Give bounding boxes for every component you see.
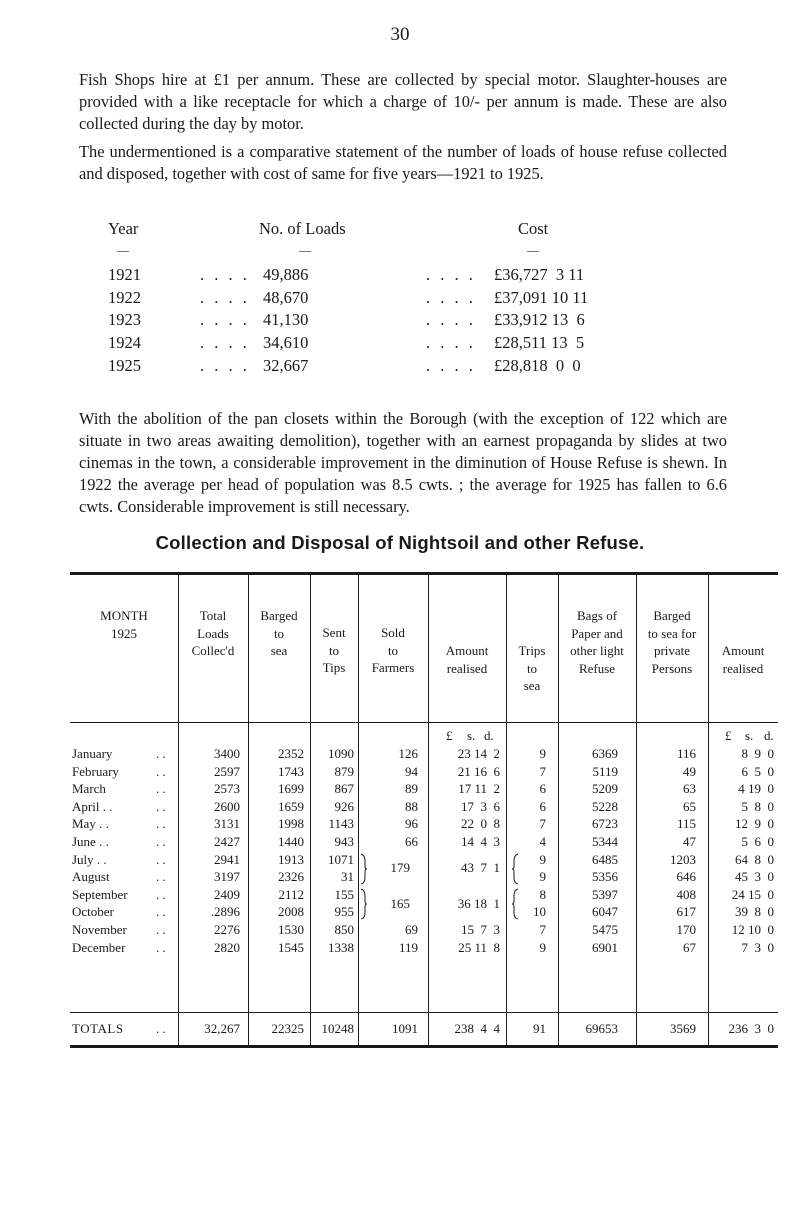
totals-loads: 32,267 [204, 1021, 240, 1036]
amount-realised-value: 22 0 8 [461, 816, 500, 832]
amount-realised-private-header: Amount realised [721, 643, 765, 676]
bags-value: 6901 [592, 939, 618, 955]
total-loads-value: 3400 [214, 746, 240, 761]
barged-value: 1545 [278, 939, 304, 955]
bags-value: 6485 [592, 851, 618, 867]
lsd-subheader: d. [484, 728, 494, 743]
total-loads-value: 3197 [214, 869, 240, 885]
barged-value: 1699 [278, 781, 304, 797]
month-label: November [72, 922, 127, 937]
cost-header: Cost [518, 219, 549, 238]
tips-value: 31 [341, 869, 354, 885]
leader-dots: . . [156, 746, 166, 761]
comparison-loads: 48,670 [263, 287, 309, 307]
total-loads-value: 2600 [214, 798, 240, 814]
barged-value: 1998 [278, 816, 304, 832]
comparison-cost: £28,511 13 5 [494, 333, 585, 353]
amount-realised-value: 25 11 8 [458, 939, 500, 955]
month-label: February [72, 763, 119, 779]
totals-farmers: 1091 [392, 1021, 418, 1036]
trips-value: 7 [539, 816, 546, 832]
barged-to-sea-header: Barged to sea [260, 608, 298, 658]
month-label: May . . [72, 816, 109, 832]
trips-value: 6 [539, 798, 546, 814]
private-value: 47 [683, 834, 696, 849]
tips-value: 943 [334, 834, 354, 849]
amount-private-value: 64 8 0 [735, 851, 774, 867]
month-label: July . . [72, 851, 107, 867]
totals-amount-private: 236 3 0 [728, 1021, 774, 1036]
totals-label: TOTALS [72, 1021, 124, 1036]
amount-realised-header: Amount realised [445, 643, 489, 676]
total-loads-value: 2573 [214, 781, 240, 797]
sold-to-farmers-header: Sold to Farmers [371, 625, 415, 675]
comparison-intro-paragraph: The undermentioned is a comparative statement of the number of loads of house refuse collected and disposed, together with cost of same for five years—1921 to 1925. [79, 142, 727, 183]
barged-value: 2352 [278, 746, 304, 761]
amount-private-value: 8 9 0 [741, 746, 774, 761]
amount-realised-value: 17 3 6 [461, 798, 500, 814]
private-value: 1203 [670, 851, 696, 867]
total-loads-value: 2820 [214, 939, 240, 955]
month-label: October [72, 904, 114, 920]
totals-bags: 69653 [585, 1021, 618, 1036]
tips-value: 955 [334, 904, 354, 920]
leader-dots: . . . . [426, 333, 476, 353]
total-loads-header: Total Loads Collec'd [191, 608, 235, 658]
leader-dots: . . [156, 816, 166, 832]
bags-value: 5475 [592, 922, 618, 937]
intro-paragraph: Fish Shops hire at £1 per annum. These are collected by special motor. Slaughter-houses are provided with a like receptacle for which a charge of 10/- per annum is made. These are also collected during the day by motor. [79, 70, 727, 133]
leader-dots: . . . . [200, 265, 250, 284]
amount-private-value: 6 5 0 [741, 763, 774, 779]
trips-value: 10 [533, 904, 546, 920]
tips-value: 155 [334, 886, 354, 902]
trips-value: 7 [539, 763, 546, 779]
year-rule: — [117, 243, 129, 257]
abolition-paragraph: With the abolition of the pan closets within the Borough (with the exception of 122 which are situate in two areas awaiting demolition), together with an earnest propaganda by slides at two cinemas in the town, a considerable improvement in the diminution of House Refuse is shewn. In 1922 the average per head of population was 8.5 cwts. ; the average for 1925 has fallen to 6.6 cwts. Considerable improvement is still necessary. [79, 409, 727, 516]
total-loads-value: 2597 [214, 763, 240, 779]
bags-value: 6369 [592, 746, 618, 761]
farmers-value: 126 [398, 746, 418, 761]
month-label: August [72, 869, 110, 885]
farmers-value: 69 [405, 922, 418, 937]
private-value: 65 [683, 798, 696, 814]
leader-dots: . . . . [200, 287, 250, 307]
total-loads-value: 3131 [214, 816, 240, 832]
amount-group-value: 36 18 1 [457, 895, 500, 911]
amount-group-value: 43 7 1 [461, 860, 500, 876]
lsd-subheader: d. [764, 728, 774, 743]
trips-value: 4 [539, 834, 546, 849]
trips-value: 9 [539, 869, 546, 885]
leader-dots: . . . . [426, 287, 476, 307]
month-label: June . . [72, 834, 109, 849]
loads-header: No. of Loads [259, 219, 346, 238]
amount-realised-value: 23 14 2 [457, 746, 500, 761]
leader-dots: . . . . [426, 310, 476, 330]
bags-value: 5356 [592, 869, 618, 885]
trips-value: 9 [539, 746, 546, 761]
amount-private-value: 24 15 0 [731, 886, 774, 902]
table-top-rule [70, 572, 778, 575]
month-header: MONTH 1925 [100, 608, 148, 641]
total-loads-value: 2941 [214, 851, 240, 867]
farmers-value: 89 [405, 781, 418, 797]
amount-private-value: 39 8 0 [735, 904, 774, 920]
amount-private-value: 45 3 0 [735, 869, 774, 885]
trips-to-sea-header: Trips to sea [518, 643, 546, 693]
amount-realised-value: 21 16 6 [457, 763, 500, 779]
tips-value: 1338 [328, 939, 354, 955]
barged-value: 1913 [278, 851, 304, 867]
bracket-icon [360, 888, 368, 920]
amount-private-value: 12 10 0 [731, 922, 774, 937]
comparison-loads: 32,667 [263, 355, 309, 375]
leader-dots: . . . . [426, 265, 476, 284]
amount-realised-value: 14 4 3 [461, 834, 500, 849]
barged-value: 1440 [278, 834, 304, 849]
barged-value: 1530 [278, 922, 304, 937]
trips-value: 7 [539, 922, 546, 937]
comparison-cost: £36,727 3 11 [494, 265, 585, 284]
tips-value: 867 [334, 781, 354, 797]
month-label: December [72, 939, 126, 955]
sent-to-tips-header: Sent to Tips [322, 625, 346, 675]
tips-value: 926 [334, 798, 354, 814]
bags-value: 5397 [592, 886, 618, 902]
bracket-icon [511, 888, 519, 920]
leader-dots: . . [156, 851, 166, 867]
leader-dots: . . [156, 886, 166, 902]
tips-value: 879 [334, 763, 354, 779]
farmers-value: 88 [405, 798, 418, 814]
totals-trips: 91 [533, 1021, 546, 1036]
leader-dots: . . [156, 798, 166, 814]
farmers-value: 96 [405, 816, 418, 832]
comparison-year: 1922 [108, 287, 141, 307]
lsd-subheader: s. [745, 728, 754, 743]
leader-dots: . . . . [426, 355, 476, 375]
bags-value: 5209 [592, 781, 618, 797]
comparison-loads: 41,130 [263, 310, 309, 330]
leader-dots: . . [156, 939, 166, 955]
totals-rule [70, 1012, 778, 1013]
barged-value: 2326 [278, 869, 304, 885]
trips-value: 9 [539, 851, 546, 867]
barged-value: 1659 [278, 798, 304, 814]
private-value: 115 [676, 816, 696, 832]
table-header-rule [70, 722, 778, 723]
farmers-group-value: 179 [390, 860, 410, 876]
farmers-value: 94 [405, 763, 418, 779]
tips-value: 1143 [328, 816, 354, 832]
comparison-cost: £37,091 10 11 [494, 287, 589, 307]
comparison-year: 1921 [108, 265, 141, 284]
bags-value: 6047 [592, 904, 618, 920]
bags-value: 6723 [592, 816, 618, 832]
amount-private-value: 7 3 0 [741, 939, 774, 955]
leader-dots: . . [156, 763, 166, 779]
leader-dots: . . [156, 869, 166, 885]
comparison-cost: £28,818 0 0 [494, 355, 581, 375]
barged-value: 1743 [278, 763, 304, 779]
lsd-subheader: s. [467, 728, 476, 743]
private-value: 617 [676, 904, 696, 920]
totals-tips: 10248 [321, 1021, 354, 1036]
barged-value: 2112 [278, 886, 304, 902]
comparison-loads: 34,610 [263, 333, 309, 353]
tips-value: 1071 [328, 851, 354, 867]
leader-dots: . . [156, 922, 166, 937]
leader-dots: . . [156, 781, 166, 797]
barged-value: 2008 [278, 904, 304, 920]
trips-value: 9 [539, 939, 546, 955]
amount-realised-value: 15 7 3 [461, 922, 500, 937]
total-loads-value: 2409 [214, 886, 240, 902]
page-number: 30 [390, 24, 410, 45]
private-value: 67 [683, 939, 696, 955]
farmers-group-value: 165 [390, 895, 410, 911]
farmers-value: 66 [405, 834, 418, 849]
year-header: Year [108, 219, 139, 238]
leader-dots: . . [156, 834, 166, 849]
table-bottom-rule [70, 1045, 778, 1048]
leader-dots: . . [156, 904, 166, 920]
totals-amount: 238 4 4 [454, 1021, 500, 1036]
trips-value: 6 [539, 781, 546, 797]
section-title: Collection and Disposal of Nightsoil and other Refuse. [155, 532, 645, 553]
barged-private-header: Barged to sea for private Persons [647, 608, 697, 676]
amount-realised-value: 17 11 2 [458, 781, 500, 797]
amount-private-value: 4 19 0 [738, 781, 774, 797]
total-loads-value: .2896 [210, 904, 240, 920]
bracket-icon [511, 853, 519, 885]
totals-barged: 22325 [271, 1021, 304, 1036]
month-label: September [72, 886, 128, 902]
leader-dots: . . . . [200, 333, 250, 353]
comparison-year: 1925 [108, 355, 141, 375]
total-loads-value: 2276 [214, 922, 240, 937]
bracket-icon [360, 853, 368, 885]
amount-private-value: 5 8 0 [741, 798, 774, 814]
comparison-loads: 49,886 [263, 265, 309, 284]
bags-value: 5344 [592, 834, 618, 849]
cost-rule: — [527, 243, 539, 257]
total-loads-value: 2427 [214, 834, 240, 849]
totals-private: 3569 [670, 1021, 696, 1036]
comparison-year: 1924 [108, 333, 141, 353]
lsd-subheader: £ [446, 728, 453, 743]
amount-private-value: 12 9 0 [735, 816, 774, 832]
tips-value: 1090 [328, 746, 354, 761]
trips-value: 8 [539, 886, 546, 902]
comparison-cost: £33,912 13 6 [494, 310, 585, 330]
leader-dots: . . [156, 1021, 166, 1036]
tips-value: 850 [334, 922, 354, 937]
private-value: 408 [676, 886, 696, 902]
leader-dots: . . . . [200, 355, 250, 375]
month-label: January [72, 746, 113, 761]
month-label: March [72, 781, 106, 797]
bags-value: 5228 [592, 798, 618, 814]
comparison-year: 1923 [108, 310, 141, 330]
private-value: 170 [676, 922, 696, 937]
bags-of-paper-header: Bags of Paper and other light Refuse [570, 608, 624, 676]
amount-private-value: 5 6 0 [741, 834, 774, 849]
private-value: 49 [683, 763, 696, 779]
farmers-value: 119 [398, 939, 418, 955]
leader-dots: . . . . [200, 310, 250, 330]
private-value: 63 [683, 781, 696, 797]
bags-value: 5119 [592, 763, 618, 779]
month-label: April . . [72, 798, 113, 814]
loads-rule: — [299, 243, 311, 257]
private-value: 116 [676, 746, 696, 761]
refuse-table [70, 572, 778, 1046]
lsd-subheader: £ [725, 728, 732, 743]
private-value: 646 [676, 869, 696, 885]
